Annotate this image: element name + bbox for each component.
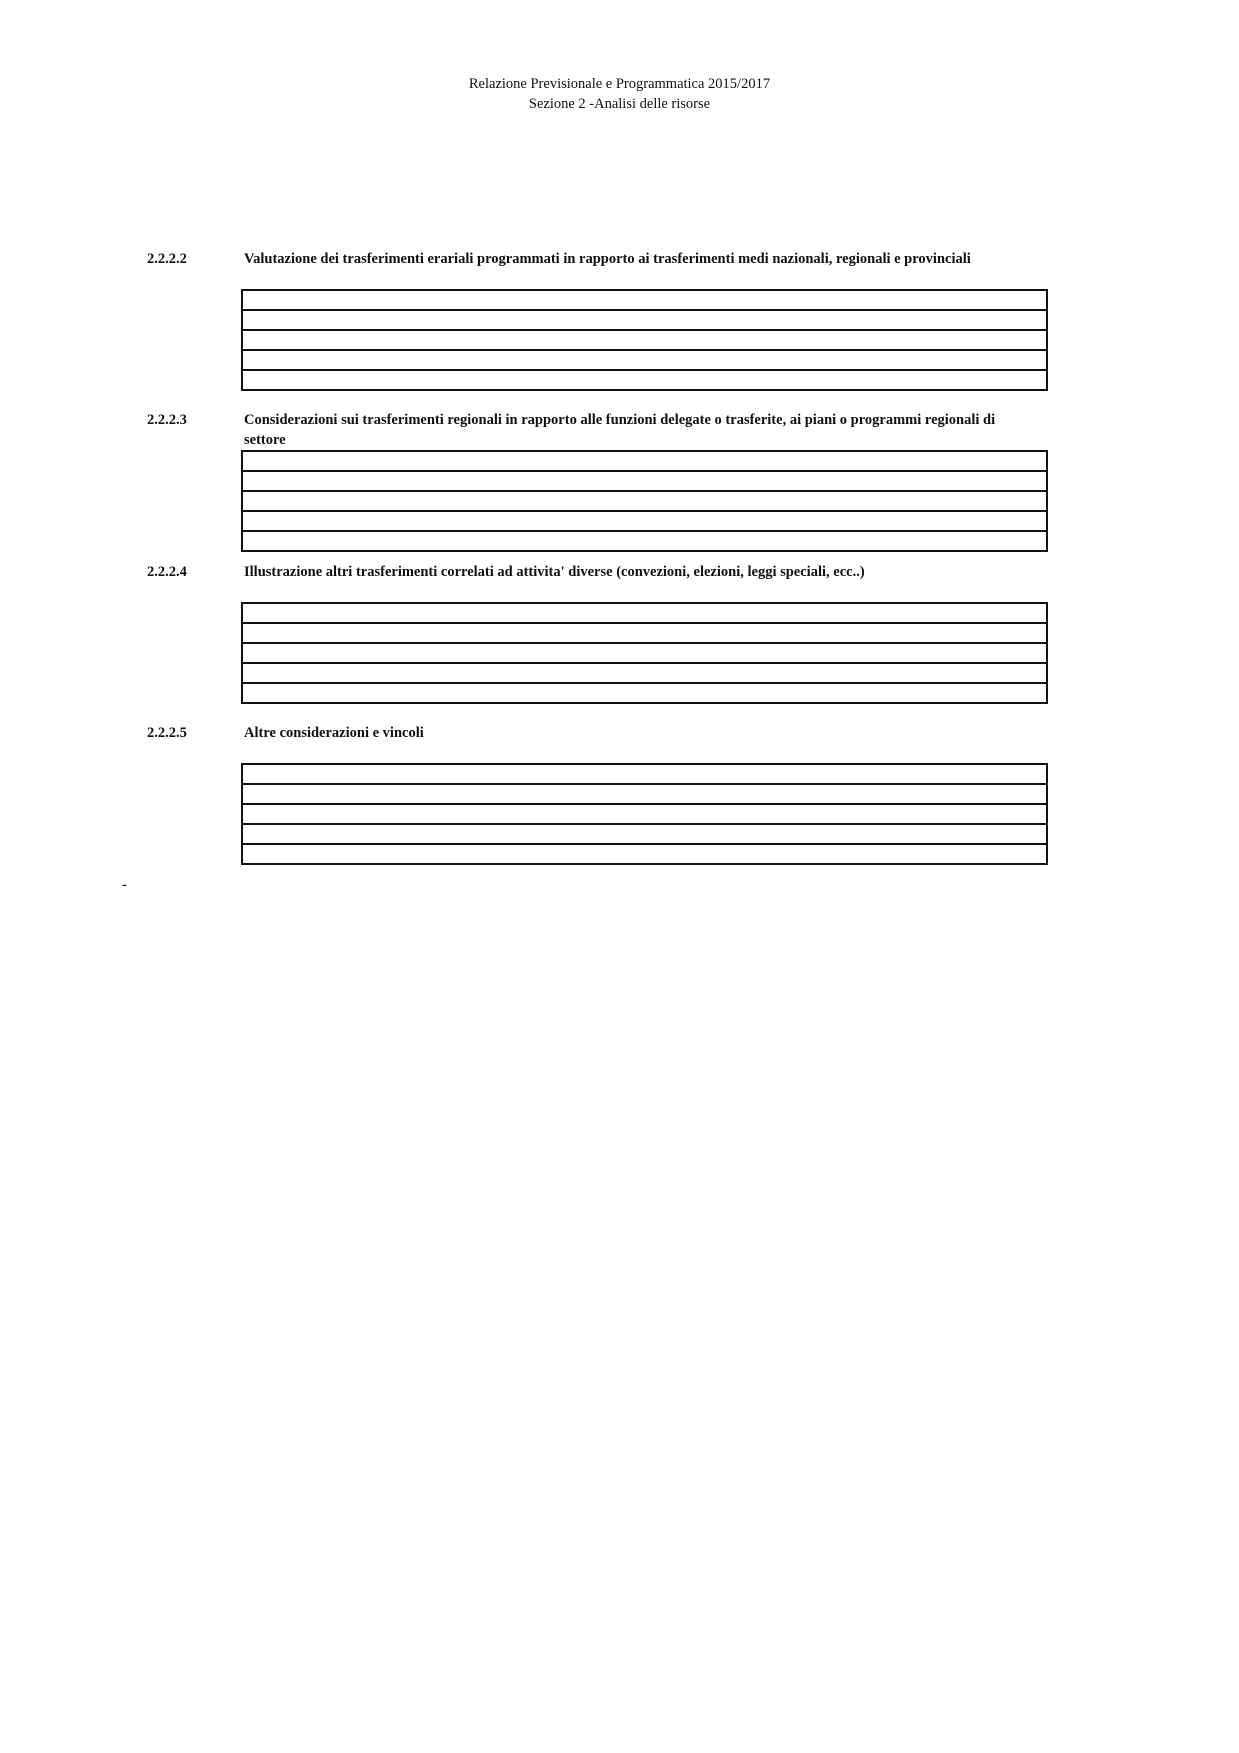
entry-table	[241, 602, 1048, 704]
section-number: 2.2.2.3	[147, 412, 187, 428]
table-row[interactable]	[243, 351, 1046, 371]
table-row[interactable]	[243, 624, 1046, 644]
table-row[interactable]	[243, 532, 1046, 550]
table-row[interactable]	[243, 604, 1046, 624]
section-number: 2.2.2.5	[147, 725, 187, 741]
table-row[interactable]	[243, 311, 1046, 331]
table-row[interactable]	[243, 371, 1046, 389]
document-title: Relazione Previsionale e Programmatica 2015/2017	[468, 76, 771, 92]
table-row[interactable]	[243, 452, 1046, 472]
table-row[interactable]	[243, 291, 1046, 311]
table-row[interactable]	[243, 684, 1046, 702]
footer-mark: -	[122, 877, 127, 893]
table-row[interactable]	[243, 331, 1046, 351]
entry-table	[241, 289, 1048, 391]
table-row[interactable]	[243, 825, 1046, 845]
table-row[interactable]	[243, 805, 1046, 825]
page-header	[0, 74, 1239, 114]
section-title: Valutazione dei trasferimenti erariali programmati in rapporto ai trasferimenti medi nazionali, regionali e provinciali	[244, 251, 971, 267]
table-row[interactable]	[243, 664, 1046, 684]
table-row[interactable]	[243, 845, 1046, 863]
table-row[interactable]	[243, 492, 1046, 512]
section-title: Altre considerazioni e vincoli	[244, 725, 424, 741]
entry-table	[241, 450, 1048, 552]
table-row[interactable]	[243, 644, 1046, 664]
section-title: Considerazioni sui trasferimenti regionali in rapporto alle funzioni delegate o trasferite, ai piani o programmi regionali di settore	[244, 412, 996, 448]
entry-table	[241, 763, 1048, 865]
table-row[interactable]	[243, 765, 1046, 785]
section-title: Illustrazione altri trasferimenti correlati ad attivita' diverse (convezioni, elezioni, leggi speciali, ecc..)	[244, 564, 865, 580]
section-number: 2.2.2.4	[147, 564, 187, 580]
section-subtitle: Sezione 2 -Analisi delle risorse	[528, 96, 711, 112]
table-row[interactable]	[243, 512, 1046, 532]
table-row[interactable]	[243, 785, 1046, 805]
section-number: 2.2.2.2	[147, 251, 187, 267]
table-row[interactable]	[243, 472, 1046, 492]
